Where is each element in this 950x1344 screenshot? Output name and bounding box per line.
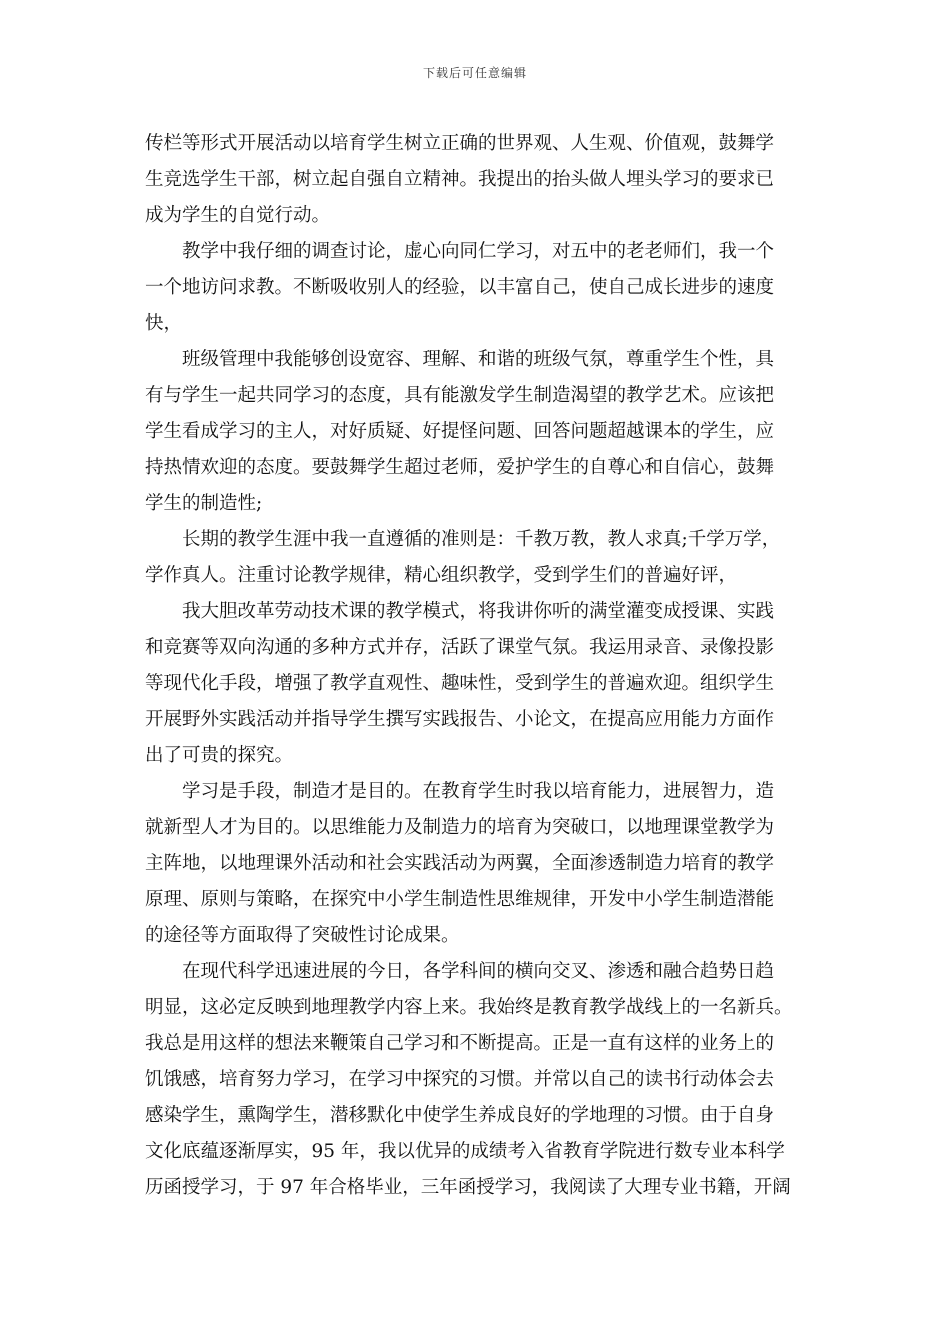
text-line: 学生的制造性;: [145, 493, 263, 514]
document-body: [145, 126, 809, 1206]
text-line: 一个地访问求教。不断吸收别人的经验，以丰富自己，使自己成长进步的速度: [145, 277, 775, 298]
text-line: 和竞赛等双向沟通的多种方式并存，活跃了课堂气氛。我运用录音、录像投影: [145, 637, 775, 658]
text-line: 等现代化手段，增强了教学直观性、趣味性，受到学生的普遍欢迎。组织学生: [145, 673, 775, 694]
text-line: 文化底蕴逐渐厚实，95 年，我以优异的成绩考入省教育学院进行数专业本科学: [145, 1141, 785, 1162]
text-line: 长期的教学生涯中我一直遵循的准则是：千教万教，教人求真;千学万学，: [182, 529, 781, 550]
text-line: 学生看成学习的主人，对好质疑、好提怪问题、回答问题超越课本的学生，应: [145, 421, 775, 442]
text-line: 班级管理中我能够创设宽容、理解、和谐的班级气氛，尊重学生个性，具: [182, 349, 775, 370]
text-line: 明显，这必定反映到地理教学内容上来。我始终是教育教学战线上的一名新兵。: [145, 997, 793, 1018]
text-line: 我大胆改革劳动技术课的教学模式，将我讲你听的满堂灌变成授课、实践: [182, 601, 775, 622]
text-line: 的途径等方面取得了突破性讨论成果。: [145, 925, 460, 946]
text-line: 生竞选学生干部，树立起自强自立精神。我提出的抬头做人埋头学习的要求已: [145, 169, 775, 190]
text-line: 在现代科学迅速进展的今日，各学科间的横向交叉、渗透和融合趋势日趋: [182, 961, 775, 982]
text-line: 就新型人才为目的。以思维能力及制造力的培育为突破口，以地理课堂教学为: [145, 817, 775, 838]
text-line: 快，: [145, 313, 183, 334]
text-line: 主阵地，以地理课外活动和社会实践活动为两翼，全面渗透制造力培育的教学: [145, 853, 775, 874]
text-line: 出了可贵的探究。: [145, 745, 294, 766]
text-line: 持热情欢迎的态度。要鼓舞学生超过老师，爱护学生的自尊心和自信心，鼓舞: [145, 457, 775, 478]
text-line: 成为学生的自觉行动。: [145, 205, 331, 226]
text-line: 饥饿感，培育努力学习，在学习中探究的习惯。并常以自己的读书行动体会去: [145, 1069, 775, 1090]
text-line: 原理、原则与策略，在探究中小学生制造性思维规律，开发中小学生制造潜能: [145, 889, 775, 910]
text-line: 历函授学习，于 97 年合格毕业，三年函授学习，我阅读了大理专业书籍，开阔: [145, 1177, 791, 1198]
text-line: 有与学生一起共同学习的态度，具有能激发学生制造渴望的教学艺术。应该把: [145, 385, 775, 406]
text-line: 传栏等形式开展活动以培育学生树立正确的世界观、人生观、价值观，鼓舞学: [145, 133, 775, 154]
text-line: 开展野外实践活动并指导学生撰写实践报告、小论文，在提高应用能力方面作: [145, 709, 775, 730]
text-line: 感染学生，熏陶学生，潜移默化中使学生养成良好的学地理的习惯。由于自身: [145, 1105, 775, 1126]
text-line: 学习是手段，制造才是目的。在教育学生时我以培育能力，进展智力，造: [182, 781, 775, 802]
text-line: 我总是用这样的想法来鞭策自己学习和不断提高。正是一直有这样的业务上的: [145, 1033, 775, 1054]
text-line: 教学中我仔细的调查讨论，虚心向同仁学习，对五中的老老师们，我一个: [182, 241, 775, 262]
text-line: 学作真人。注重讨论教学规律，精心组织教学，受到学生们的普遍好评，: [145, 565, 738, 586]
page-header: 下载后可任意编辑: [422, 66, 527, 80]
